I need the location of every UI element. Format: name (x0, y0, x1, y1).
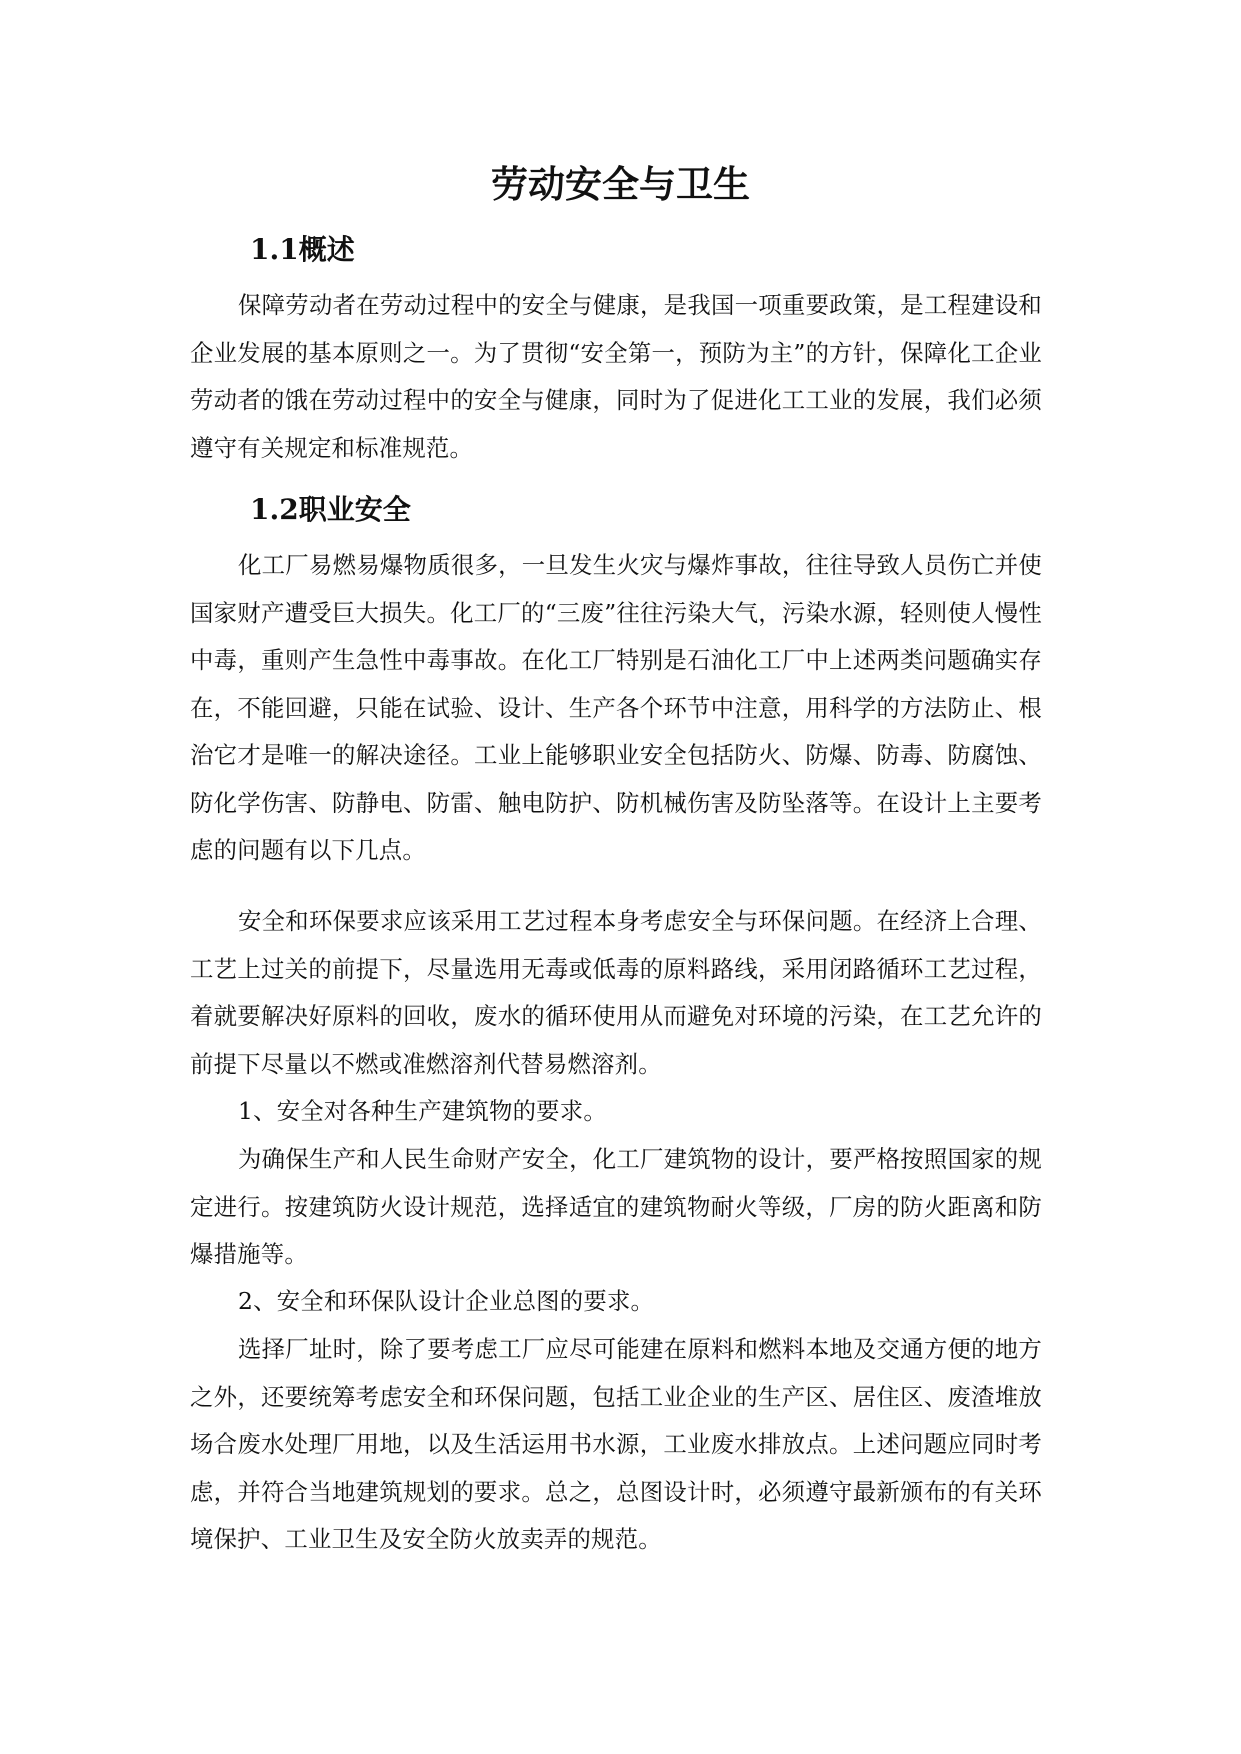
document-title: 劳动安全与卫生 (491, 162, 750, 206)
list-item-2: 2、安全和环保队设计企业总图的要求。 (238, 1287, 655, 1315)
paragraph-site-selection: 选择厂址时，除了要考虑工厂应尽可能建在原料和燃料本地及交通方便的地方之外，还要统筹考虑安全和环保问题，包括工业企业的生产区、居住区、废渣堆放场合废水处理厂用地，以及生活运用书水源，工业废水排放点。上述问题应同时考虑，并符合当地建筑规划的要求。总之，总图设计时，必须遵守最新颁布的有关环境保护、工业卫生及安全防火放卖弄的规范。 (190, 1335, 1042, 1553)
paragraph-safety-environment: 安全和环保要求应该采用工艺过程本身考虑安全与环保问题。在经济上合理、工艺上过关的前提下，尽量选用无毒或低毒的原料路线，采用闭路循环工艺过程，着就要解决好原料的回收，废水的循环使用从而避免对环境的污染，在工艺允许的前提下尽量以不燃或准燃溶剂代替易燃溶剂。 (190, 907, 1042, 1078)
section-heading-overview: 1.1概述 (250, 233, 355, 266)
paragraph-overview: 保障劳动者在劳动过程中的安全与健康，是我国一项重要政策，是工程建设和企业发展的基本原则之一。为了贯彻“安全第一，预防为主”的方针，保障化工企业劳动者的饿在劳动过程中的安全与健康，同时为了促进化工工业的发展，我们必须遵守有关规定和标准规范。 (190, 291, 1042, 462)
section-heading-occupational-safety: 1.2职业安全 (250, 493, 411, 526)
list-item-1: 1、安全对各种生产建筑物的要求。 (238, 1097, 607, 1125)
paragraph-buildings: 为确保生产和人民生命财产安全，化工厂建筑物的设计，要严格按照国家的规定进行。按建筑防火设计规范，选择适宜的建筑物耐火等级，厂房的防火距离和防爆措施等。 (190, 1145, 1042, 1268)
paragraph-hazards: 化工厂易燃易爆物质很多，一旦发生火灾与爆炸事故，往往导致人员伤亡并使国家财产遭受巨大损失。化工厂的“三废”往往污染大气，污染水源，轻则使人慢性中毒，重则产生急性中毒事故。在化工厂特别是石油化工厂中上述两类问题确实存在，不能回避，只能在试验、设计、生产各个环节中注意，用科学的方法防止、根治它才是唯一的解决途径。工业上能够职业安全包括防火、防爆、防毒、防腐蚀、防化学伤害、防静电、防雷、触电防护、防机械伤害及防坠落等。在设计上主要考虑的问题有以下几点。 (190, 551, 1042, 864)
